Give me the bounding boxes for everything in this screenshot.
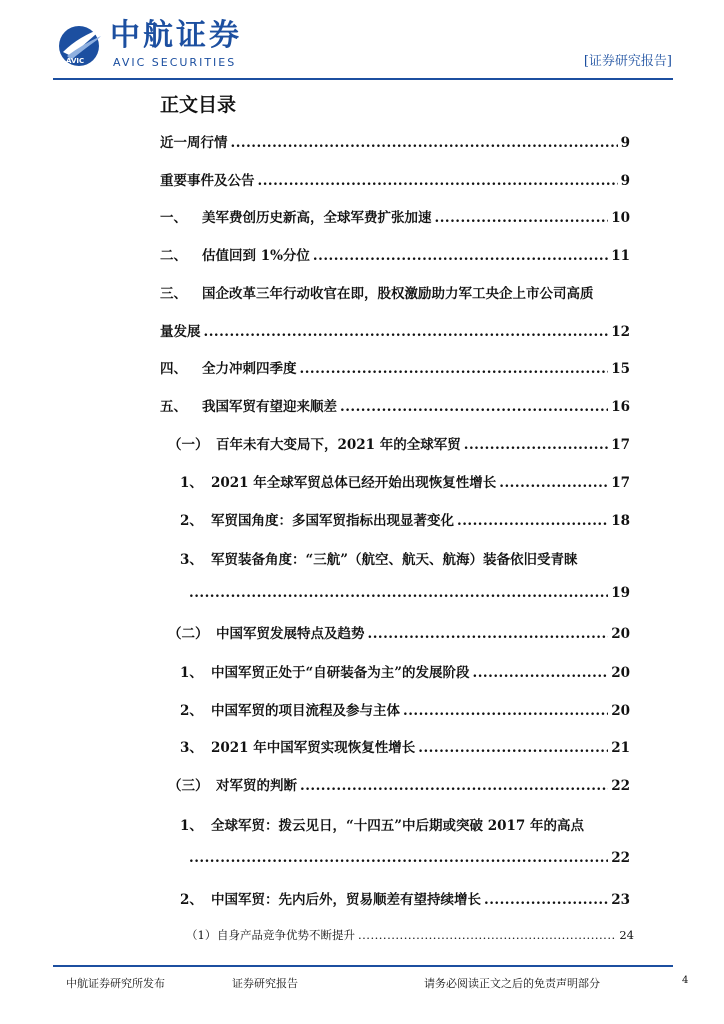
toc-entry-number: 1、 xyxy=(180,665,203,681)
toc-leader-dots xyxy=(189,850,608,866)
toc-leader-dots xyxy=(340,399,608,415)
toc-entry[interactable] xyxy=(160,357,630,377)
toc-entry-page: 22 xyxy=(611,778,630,794)
toc-leader-dots xyxy=(435,210,609,226)
toc-entry[interactable] xyxy=(180,471,630,491)
toc-entry-number: （三） xyxy=(168,778,209,794)
toc-entry-page: 24 xyxy=(619,928,634,942)
toc-leader-dots xyxy=(313,248,608,264)
toc-leader-dots xyxy=(358,928,616,942)
toc-entry-number: 2、 xyxy=(180,892,203,908)
toc-leader-dots xyxy=(231,135,618,151)
toc-leader-dots xyxy=(300,778,608,794)
toc-leader-dots xyxy=(464,437,608,453)
toc-entry-label: 全球军贸：拨云见日，“十四五”中后期或突破 2017 年的高点 xyxy=(211,818,585,834)
toc-entry-label: 中国军贸：先内后外，贸易顺差有望持续增长 xyxy=(211,892,481,908)
toc-entry-label: 我国军贸有望迎来顺差 xyxy=(202,399,337,415)
toc-entry[interactable] xyxy=(180,814,630,834)
toc-entry[interactable] xyxy=(180,699,630,719)
logo-chinese-text: 中航证券 xyxy=(110,18,242,53)
toc-entry-label: 中国军贸发展特点及趋势 xyxy=(216,626,365,642)
toc-entry[interactable] xyxy=(180,661,630,681)
toc-entry-label: 重要事件及公告 xyxy=(160,173,255,189)
toc-entry-label: 军贸装备角度：“三航”（航空、航天、航海）装备依旧受青睐 xyxy=(211,552,578,568)
toc-entry-number: 1、 xyxy=(180,475,203,491)
toc-entry-number: 3、 xyxy=(180,740,203,756)
toc-entry-number: 1、 xyxy=(180,818,203,834)
toc-entry[interactable] xyxy=(168,622,630,642)
toc-entry[interactable] xyxy=(180,548,630,568)
toc-entry-number: 二、 xyxy=(160,248,187,264)
toc-entry-number: 三、 xyxy=(160,286,187,302)
toc-entry[interactable] xyxy=(160,131,630,151)
footer-report-type: 证券研究报告 xyxy=(232,977,298,990)
toc-entry[interactable] xyxy=(160,244,630,264)
toc-entry-page: 19 xyxy=(611,585,630,601)
logo-english-text: AVIC SECURITIES xyxy=(113,56,237,69)
toc-entry-page: 9 xyxy=(620,135,630,151)
toc-entry[interactable] xyxy=(180,736,630,756)
toc-entry-page: 9 xyxy=(620,173,630,189)
toc-leader-dots xyxy=(189,585,608,601)
toc-leader-dots xyxy=(484,892,608,908)
toc-entry-page: 22 xyxy=(611,850,630,866)
toc-entry-number: 一、 xyxy=(160,210,187,226)
toc-entry[interactable] xyxy=(168,774,630,794)
toc-entry-label: 中国军贸的项目流程及参与主体 xyxy=(211,703,400,719)
toc-entry-number: 2、 xyxy=(180,703,203,719)
toc-entry[interactable] xyxy=(180,888,630,908)
toc-entry-label: 自身产品竞争优势不断提升 xyxy=(217,928,355,942)
toc-entry-continuation[interactable] xyxy=(186,850,630,870)
toc-entry[interactable] xyxy=(180,509,630,529)
toc-entry-page: 17 xyxy=(611,437,630,453)
footer-divider xyxy=(53,965,673,967)
toc-entry-label: 百年未有大变局下，2021 年的全球军贸 xyxy=(216,437,461,453)
toc-entry-page: 17 xyxy=(611,475,630,491)
toc-entry-page: 18 xyxy=(611,513,630,529)
toc-entry-number: 2、 xyxy=(180,513,203,529)
toc-leader-dots xyxy=(457,513,608,529)
toc-entry-number: （一） xyxy=(168,437,209,453)
toc-entry-label: 估值回到 1%分位 xyxy=(202,248,310,264)
toc-entry-label: 美军费创历史新高，全球军费扩张加速 xyxy=(202,210,432,226)
toc-entry-continuation[interactable] xyxy=(160,320,630,340)
toc-entry-label: 国企改革三年行动收官在即，股权激励助力军工央企上市公司高质 xyxy=(202,286,594,302)
toc-entry-page: 11 xyxy=(611,248,630,264)
toc-leader-dots xyxy=(204,324,609,340)
toc-entry-page: 16 xyxy=(611,399,630,415)
page-number: 4 xyxy=(682,975,689,986)
toc-leader-dots xyxy=(403,703,608,719)
toc-entry-number: 五、 xyxy=(160,399,187,415)
toc-entry-number: （1） xyxy=(186,928,217,942)
toc-entry[interactable] xyxy=(186,927,634,947)
toc-entry-page: 20 xyxy=(611,626,630,642)
toc-leader-dots xyxy=(368,626,609,642)
toc-entry[interactable] xyxy=(160,282,630,302)
toc-entry-label: 2021 年中国军贸实现恢复性增长 xyxy=(211,740,416,756)
toc-entry[interactable] xyxy=(168,433,630,453)
toc-entry-label: 2021 年全球军贸总体已经开始出现恢复性增长 xyxy=(211,475,497,491)
toc-entry-page: 20 xyxy=(611,665,630,681)
toc-leader-dots xyxy=(499,475,608,491)
toc-entry-page: 21 xyxy=(611,740,630,756)
toc-entry-number: （二） xyxy=(168,626,209,642)
toc-entry-number: 四、 xyxy=(160,361,187,377)
toc-entry-label: 中国军贸正处于“自研装备为主”的发展阶段 xyxy=(211,665,470,681)
logo-mark-text: AVIC xyxy=(66,57,85,65)
toc-leader-dots xyxy=(300,361,609,377)
toc-leader-dots xyxy=(258,173,618,189)
toc-entry-page: 20 xyxy=(611,703,630,719)
toc-entry-continuation[interactable] xyxy=(186,585,630,605)
toc-entry-number: 3、 xyxy=(180,552,203,568)
toc-leader-dots xyxy=(418,740,608,756)
toc-entry-label: 对军贸的判断 xyxy=(216,778,297,794)
page-footer xyxy=(0,965,724,1005)
toc-entry-label: 军贸国角度：多国军贸指标出现显著变化 xyxy=(211,513,454,529)
toc-entry-label: 全力冲刺四季度 xyxy=(202,361,297,377)
toc-entry-page: 10 xyxy=(611,210,630,226)
report-type-tag: [证券研究报告] xyxy=(583,54,672,69)
toc-entry-label: 量发展 xyxy=(160,324,201,340)
toc-entry-page: 15 xyxy=(611,361,630,377)
toc-entry[interactable] xyxy=(160,206,630,226)
toc-entry[interactable] xyxy=(160,169,630,189)
toc-entry[interactable] xyxy=(160,395,630,415)
toc-entry-label: 近一周行情 xyxy=(160,135,228,151)
toc-entry-page: 23 xyxy=(611,892,630,908)
toc-leader-dots xyxy=(473,665,609,681)
footer-disclaimer: 请务必阅读正文之后的免责声明部分 xyxy=(424,977,600,990)
footer-publisher: 中航证券研究所发布 xyxy=(66,977,165,990)
toc-title: 正文目录 xyxy=(160,94,237,116)
toc-entry-page: 12 xyxy=(611,324,630,340)
